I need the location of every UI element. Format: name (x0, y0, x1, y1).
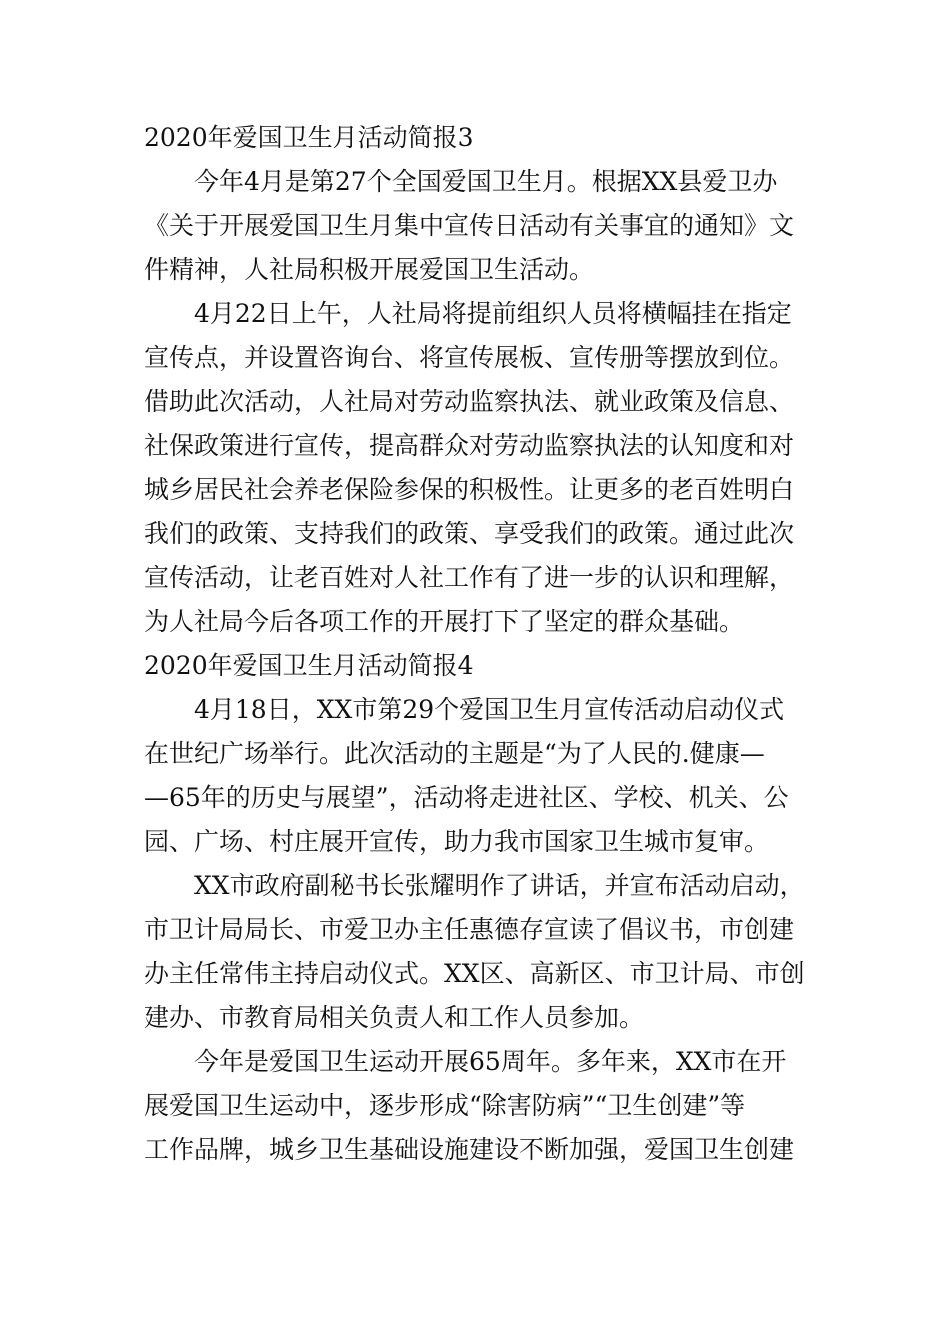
paragraph-line: 城乡居民社会养老保险参保的积极性。让更多的老百姓明白 (144, 475, 795, 504)
paragraph-line: 今年是爱国卫生运动开展65周年。多年来，XX市在开 (194, 1047, 787, 1076)
paragraph-line: 社保政策进行宣传，提高群众对劳动监察执法的认知度和对 (144, 431, 795, 460)
paragraph-line: 宣传点，并设置咨询台、将宣传展板、宣传册等摆放到位。 (144, 343, 795, 372)
paragraph-line: 4月18日，XX市第29个爱国卫生月宣传活动启动仪式 (194, 695, 785, 724)
paragraph-line: 4月22日上午，人社局将提前组织人员将横幅挂在指定 (194, 299, 792, 328)
paragraph-line: —65年的历史与展望”，活动将走进社区、学校、机关、公 (144, 783, 789, 812)
paragraph-line: 办主任常伟主持启动仪式。XX区、高新区、市卫计局、市创 (144, 959, 805, 988)
heading-report-3: 2020年爱国卫生月活动简报3 (144, 123, 474, 152)
paragraph-line: 在世纪广场举行。此次活动的主题是“为了人民的.健康— (144, 739, 765, 768)
paragraph-line: 市卫计局局长、市爱卫办主任惠德存宣读了倡议书，市创建 (144, 915, 795, 944)
paragraph-line: 建办、市教育局相关负责人和工作人员参加。 (144, 1003, 645, 1032)
paragraph-line: 园、广场、村庄展开宣传，助力我市国家卫生城市复审。 (144, 827, 770, 856)
paragraph-line: 我们的政策、支持我们的政策、享受我们的政策。通过此次 (144, 519, 795, 548)
paragraph-line: 今年4月是第27个全国爱国卫生月。根据XX县爱卫办 (194, 167, 778, 196)
paragraph-line: 宣传活动，让老百姓对人社工作有了进一步的认识和理解， (144, 563, 795, 592)
paragraph-line: 件精神，人社局积极开展爱国卫生活动。 (144, 255, 595, 284)
paragraph-line: XX市政府副秘书长张耀明作了讲话，并宣布活动启动， (194, 871, 805, 900)
paragraph-line: 工作品牌，城乡卫生基础设施建设不断加强，爱国卫生创建 (144, 1135, 795, 1164)
paragraph-line: 《关于开展爱国卫生月集中宣传日活动有关事宜的通知》文 (144, 211, 795, 240)
paragraph-line: 展爱国卫生运动中，逐步形成“除害防病”“卫生创建”等 (144, 1091, 746, 1120)
paragraph-line: 为人社局今后各项工作的开展打下了坚定的群众基础。 (144, 607, 745, 636)
heading-report-4: 2020年爱国卫生月活动简报4 (144, 651, 474, 680)
paragraph-line: 借助此次活动，人社局对劳动监察执法、就业政策及信息、 (144, 387, 795, 416)
